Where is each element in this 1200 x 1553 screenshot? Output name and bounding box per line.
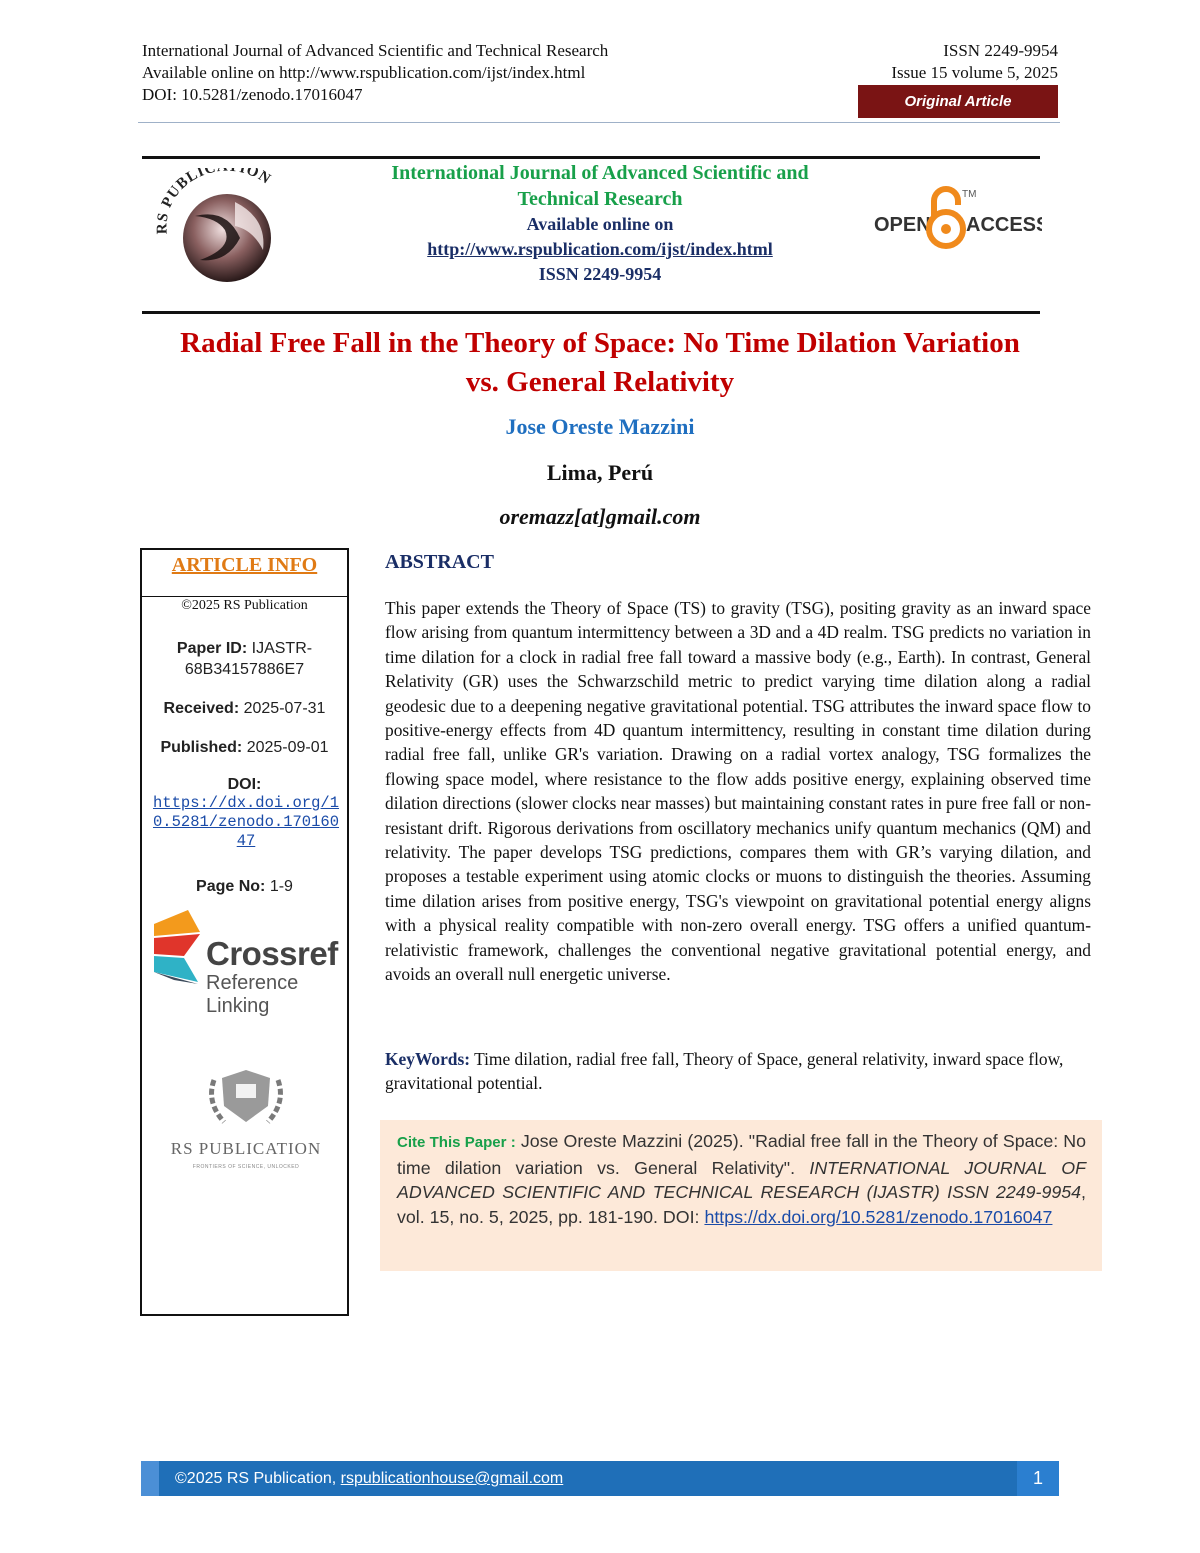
received-label: Received: [163,700,240,717]
cite-doi-link[interactable]: https://dx.doi.org/10.5281/zenodo.17016047 [704,1206,1053,1227]
journal-masthead [340,160,860,287]
crossref-wordmark [206,936,338,1018]
author-email: oremazz[at]gmail.com [499,504,701,529]
laurel-shield-icon [212,1070,281,1122]
journal-title-line-2: Technical Research [517,188,683,210]
author-name: Jose Oreste Mazzini [505,414,695,439]
cite-this-paper-box [380,1120,1102,1271]
crossref-sub-1: Reference [206,972,299,994]
masthead-bottom-rule [142,311,1040,314]
article-info-heading: ARTICLE INFO [142,550,347,597]
article-info-copyright: ©2025 RS Publication [181,598,308,613]
cite-text: Jose Oreste Mazzini (2025). "Radial free fall in the Theory of Space: No time dilation variation vs. General Relativity". [397,1131,1087,1178]
header-issn: ISSN 2249-9954 [943,41,1058,60]
cite-label: Cite This Paper : [397,1134,516,1151]
cite-journal: INTERNATIONAL JOURNAL OF ADVANCED SCIENTIFIC AND TECHNICAL RESEARCH (IJASTR) ISSN 2249-9954 [397,1157,1086,1202]
open-access-trademark: TM [962,189,977,200]
footer-copyright: ©2025 RS Publication, rspublicationhouse@gmail.com [175,1470,564,1487]
keywords-label: KeyWords: [385,1049,471,1069]
header-issue: Issue 15 volume 5, 2025 [891,63,1058,82]
rs-publication-logo [155,168,300,283]
doi-link[interactable]: https://dx.doi.org/10.5281/zenodo.17016047 [152,794,340,850]
journal-title-line-1: International Journal of Advanced Scientific and [391,162,809,184]
crossref-sub-2: Linking [206,995,270,1017]
abstract-heading: ABSTRACT [385,551,494,573]
open-access-text-access: ACCESS [966,214,1042,236]
paper-title [120,324,1080,402]
open-access-logo [872,183,1042,253]
rs-pub-emblem-tagline: FRONTIERS OF SCIENCE, UNLOCKED [192,1164,300,1170]
keywords-list: Time dilation, radial free fall, Theory of Space, general relativity, inward space flow, gravitational potential. [385,1049,1064,1094]
rs-logo-arc-text: RS PUBLIC ION [155,168,274,235]
crossref-title: Crossref [206,935,338,972]
paper-id [142,638,347,680]
header-doi: DOI: 10.5281/zenodo.17016047 [142,85,363,104]
header-available-online: Available online on http://www.rspublication.com/ijst/index.html [142,63,586,82]
journal-issn: ISSN 2249-9954 [538,264,662,284]
running-header-right [891,40,1058,84]
masthead-top-rule [142,156,1040,159]
doi-label: DOI: [227,776,262,793]
abstract-text: This paper extends the Theory of Space (TS) to gravity (TSG), positing gravity as an inward space flow arising from quantum intermittency between a 3D and a 4D realm. TSG predicts no variation in time dilation for a clock in radial free fall toward a massive body (e.g., Earth). In contrast, General Relativity (GR) uses the Schwarzschild metric to predict varying time dilation along a radial geodesic due to a deepening negative gravitational potential. TSG attributes the inward space flow to positive-energy effects from 4D quantum intermittency, resulting in constant time dilation during radial free fall, unlike GR's variation. Drawing on a radial vortex analogy, TSG formalizes the flowing space model, where resistance to the flow adds positive energy, explaining observed time dilation directions (slower clocks near masses) but maintaining constant rates in pure free fall or non-resistant drift. Rigorous derivations from oscillatory mechanics unify quantum mechanics (QM) and relativity. The paper develops TSG predictions, compares them with GR’s varying dilation, and proposes a testable experiment using atomic clocks or muons to distinguish the theories. Assuming time dilation arises from positive energy, TSG's viewpoint on gravitational potential energy aligns with a physical reality compatible with non-zero overall energy. TSG offers a unified quantum-relativistic framework, challenges the conventional negative gravitational potential energy, and avoids an overall null energetic universe. [385,598,1091,985]
page-number: 1 [1017,1461,1059,1496]
published-value: 2025-09-01 [246,739,329,756]
rs-pub-emblem-label: RS PUBLICATION [170,1139,322,1158]
published-date [142,737,347,758]
header-divider [138,122,1060,123]
page-no-label: Page No: [196,878,266,895]
header-journal-name: International Journal of Advanced Scientific and Technical Research [142,41,609,60]
open-lock-icon [929,189,963,246]
rs-publication-emblem [152,1050,340,1175]
paper-id-label: Paper ID: [176,640,248,657]
paper-title-line-1: Radial Free Fall in the Theory of Space: No Time Dilation Variation [180,327,1020,359]
journal-url-link[interactable]: http://www.rspublication.com/ijst/index.html [427,239,773,259]
page-footer [141,1461,1059,1496]
article-info-box [140,548,349,1316]
original-article-badge: Original Article [858,85,1058,118]
page-number-info [142,876,347,897]
available-online-label: Available online on [526,214,674,234]
paper-id-value: IJASTR-68B34157886E7 [184,640,313,678]
footer-stripe [141,1461,159,1496]
received-date [142,698,347,719]
paper-title-line-2: vs. General Relativity [465,366,735,398]
published-label: Published: [160,739,243,756]
running-header-left [142,40,608,106]
open-access-text-open: OPEN [874,214,931,236]
received-value: 2025-07-31 [243,700,326,717]
author-affiliation: Lima, Perú [546,460,654,485]
keywords [385,1047,1091,1096]
page-no-value: 1-9 [269,878,293,895]
footer-email-link[interactable]: rspublicationhouse@gmail.com [340,1470,564,1487]
cite-details: , vol. 15, no. 5, 2025, pp. 181-190. DOI: [397,1182,1086,1227]
